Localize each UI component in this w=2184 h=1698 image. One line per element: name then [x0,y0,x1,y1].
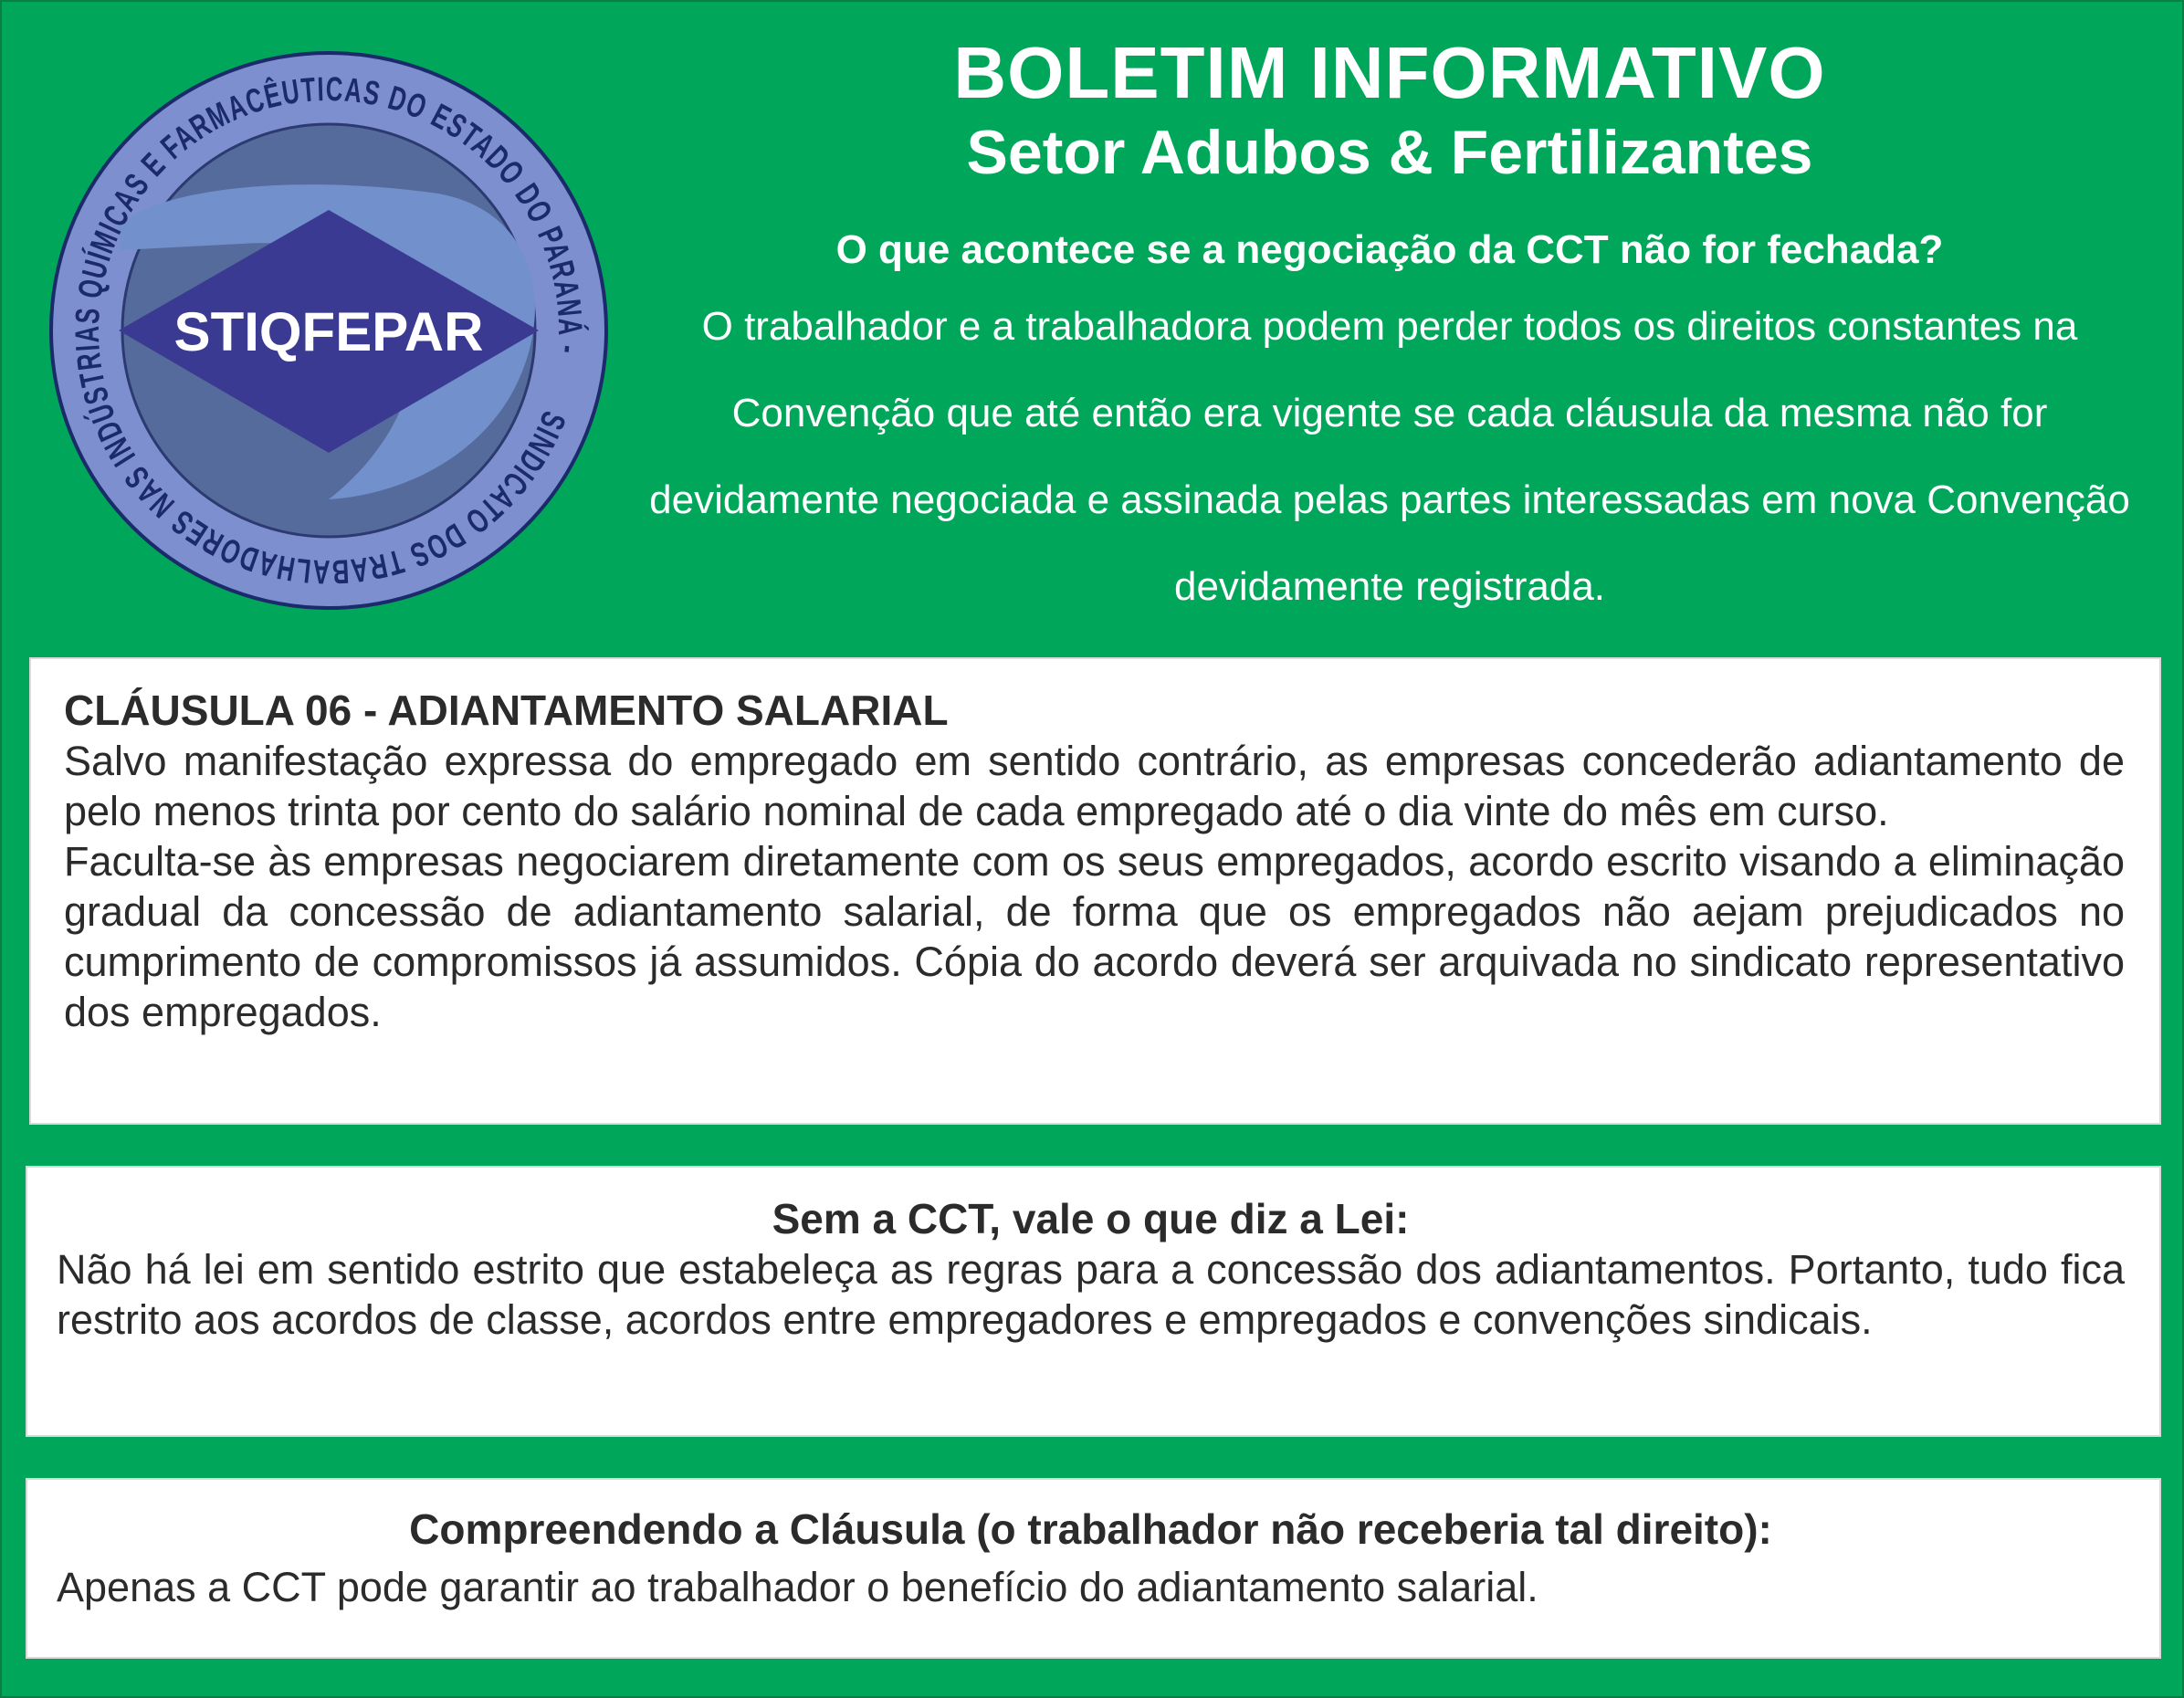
clause-paragraph-1: Salvo manifestação expressa do empregado em sentido contrário, as empresas concederão adiantamento de pelo menos trinta por cento do salário nominal de cada empregado até o dia vinte do mês em curso. [64,738,2125,834]
bulletin-subtitle: Setor Adubos & Fertilizantes [966,118,1813,187]
bulletin-header [623,29,2157,630]
understanding-title: Compreendendo a Cláusula (o trabalhador não receberia tal direito): [409,1505,1772,1553]
bulletin-intro: O trabalhador e a trabalhadora podem perder todos os direitos constantes na Convenção que até então era vigente se cada cláusula da mesma não for devidamente negociada e assinada pelas partes interessadas em nova Convenção devidamente registrada. [649,304,2130,609]
understanding-text: Apenas a CCT pode garantir ao trabalhador o benefício do adiantamento salarial. [57,1564,1538,1610]
law-title: Sem a CCT, vale o que diz a Lei: [772,1195,1410,1242]
law-text: Não há lei em sentido estrito que estabeleça as regras para a concessão dos adiantamentos. Portanto, tudo fica restrito aos acordos de classe, acordos entre empregadores e empregados e convenções sindicais. [57,1246,2125,1343]
bulletin-question: O que acontece se a negociação da CCT não for fechada? [835,227,1944,272]
seal-ring-text: SINDICATO DOS TRABALHADORES NAS INDÚSTRIAS QUÍMICAS E FARMACÊUTICAS DO ESTADO DO PARANÁ - [68,69,590,592]
law-box [26,1166,2161,1437]
union-seal-logo [46,47,612,613]
bulletin-title: BOLETIM INFORMATIVO [953,32,1826,113]
clause-title: CLÁUSULA 06 - ADIANTAMENTO SALARIAL [64,687,949,734]
clause-paragraph-2: Faculta-se às empresas negociarem diretamente com os seus empregados, acordo escrito visando a eliminação gradual da concessão de adiantamento salarial, de forma que os empregados não aejam prejudicados no cumprimento de compromissos já assumidos. Cópia do acordo deverá ser arquivada no sindicato representativo dos empregados. [64,838,2125,1035]
seal-acronym: STIQFEPAR [173,301,484,362]
understanding-box [26,1478,2161,1659]
clause-box [29,657,2161,1125]
